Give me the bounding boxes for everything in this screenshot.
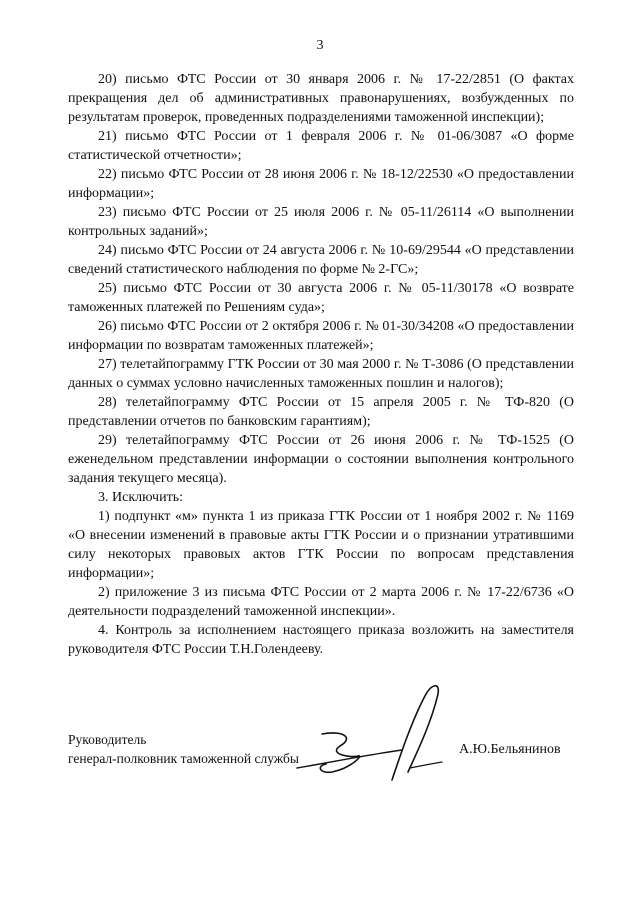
section-3-heading: 3. Исключить:: [98, 490, 183, 505]
section-4: 4. Контроль за исполнением настоящего приказа возложить на заместителя руководителя ФТС России Т.Н.Голендееву.: [68, 623, 574, 657]
document-body: [68, 70, 574, 659]
item-27: 27) телетайпограмму ГТК России от 30 мая 2000 г. № Т-3086 (О представлении данных о суммах условно начисленных таможенных пошлин и налогов);: [68, 357, 574, 391]
handwritten-signature: [292, 676, 452, 786]
item-23: 23) письмо ФТС России от 25 июля 2006 г. № 05-11/26114 «О выполнении контрольных заданий»;: [68, 205, 574, 239]
item-26: 26) письмо ФТС России от 2 октября 2006 г. № 01-30/34208 «О предоставлении информации по возвратам таможенных платежей»;: [68, 319, 574, 353]
signatory-title: [68, 730, 299, 768]
item-21: 21) письмо ФТС России от 1 февраля 2006 г. № 01-06/3087 «О форме статистической отчетности»;: [68, 129, 574, 163]
signatory-rank: генерал-полковник таможенной службы: [68, 751, 299, 766]
item-29: 29) телетайпограмму ФТС России от 26 июня 2006 г. № ТФ-1525 (О еженедельном представлении информации о состоянии выполнения контрольного задания текущего месяца).: [68, 433, 574, 486]
page-number: 3: [316, 38, 324, 53]
item-28: 28) телетайпограмму ФТС России от 15 апреля 2005 г. № ТФ-820 (О представлении отчетов по банковским гарантиям);: [68, 395, 574, 429]
exclude-item-1: 1) подпункт «м» пункта 1 из приказа ГТК России от 1 ноября 2002 г. № 1169 «О внесении изменений в правовые акты ГТК России и о признании утратившими силу некоторых правовых актов ГТК России по вопросам представления информации»;: [68, 509, 574, 581]
signatory-name: А.Ю.Бельянинов: [459, 742, 561, 757]
exclude-item-2: 2) приложение 3 из письма ФТС России от 2 марта 2006 г. № 17-22/6736 «О деятельности подразделений таможенной инспекции».: [68, 585, 574, 619]
signatory-position: Руководитель: [68, 732, 147, 747]
item-25: 25) письмо ФТС России от 30 августа 2006 г. № 05-11/30178 «О возврате таможенных платежей по Решениям суда»;: [68, 281, 574, 315]
item-22: 22) письмо ФТС России от 28 июня 2006 г. № 18-12/22530 «О предоставлении информации»;: [68, 167, 574, 201]
item-20: 20) письмо ФТС России от 30 января 2006 г. № 17-22/2851 (О фактах прекращения дел об административных правонарушениях, возбужденных по результатам проверок, проведенных подразделениями таможенной инспекции);: [68, 72, 574, 125]
item-24: 24) письмо ФТС России от 24 августа 2006 г. № 10-69/29544 «О представлении сведений статистического наблюдения по форме № 2-ГС»;: [68, 243, 574, 277]
